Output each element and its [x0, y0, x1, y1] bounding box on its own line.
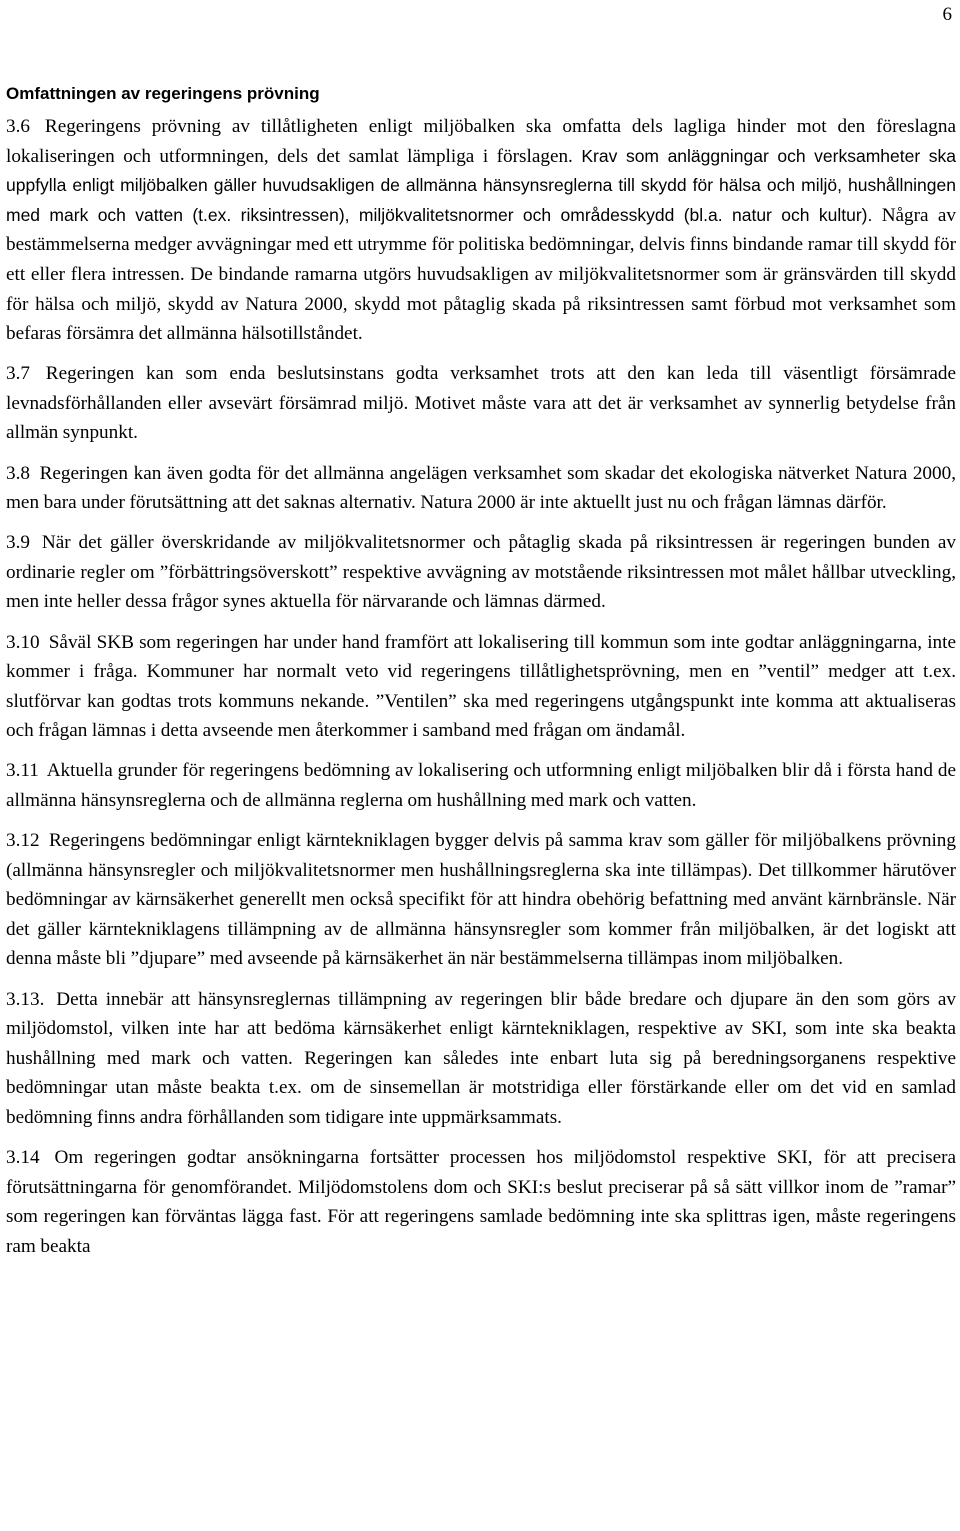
paragraph-text: Aktuella grunder för regeringens bedömning av lokalisering och utformning enligt miljöbalken blir då i första hand de allmänna hänsynsreglerna och de allmänna reglerna om hushållning med mark och vatten. [6, 760, 956, 811]
paragraph-text: Såväl SKB som regeringen har under hand framfört att lokalisering till kommun som inte godtar anläggningarna, inte kommer i fråga. Kommuner har normalt veto vid regeringens tillåtlighetsprövning, men en ”ventil” medger att t.ex. slutförvar kan godtas trots kommuns nekande. ”Ventilen” ska med regeringens utgångspunkt inte komma att aktualiseras och frågan lämnas i detta avseende men återkommer i samband med frågan om ändamål. [6, 631, 956, 742]
section-heading: Omfattningen av regeringens prövning [6, 84, 320, 103]
paragraph-number: 3.6 [6, 116, 30, 137]
paragraph-text-tail: Några av bestämmelserna medger avvägningar med ett utrymme för politiska bedömningar, delvis finns bindande ramar till skydd för ett eller flera intressen. De bindande ramarna utgörs huvudsakligen av miljökvalitetsnormer som är gränsvärden till skydd för hälsa och miljö, skydd av Natura 2000, skydd mot påtaglig skada på riksintressen samt förbud mot verksamhet som befaras försämra det allmänna hälsotillståndet. [6, 204, 956, 345]
paragraph-3-14 [6, 1143, 956, 1261]
paragraph-3-9 [6, 528, 956, 617]
page-number: 6 [942, 4, 952, 25]
paragraph-number: 3.9 [6, 532, 30, 554]
paragraph-text: Regeringen kan som enda beslutsinstans godta verksamhet trots att den kan leda till väsentligt försämrade levnadsförhållanden eller avsevärt försämrad miljö. Motivet måste vara att det är verksamhet av synnerlig betydelse från allmän synpunkt. [6, 363, 956, 444]
paragraph-3-12 [6, 826, 956, 974]
paragraph-3-8 [6, 459, 956, 518]
document-body [6, 82, 956, 1272]
paragraph-number: 3.13. [6, 988, 45, 1010]
paragraph-text-sans: Krav som anläggningar och verksamheter ska uppfylla enligt miljöbalken gäller huvudsakligen de allmänna hänsynsreglerna till skydd för hälsa och miljö, hushållningen med mark och vatten (t.ex. riksintressen), miljökvalitetsnormer och områdesskydd (bl.a. natur och kultur). [6, 145, 956, 225]
paragraph-3-11 [6, 756, 956, 815]
paragraph-text: Regeringens prövning av tillåtligheten enligt miljöbalken ska omfatta dels lagliga hinder mot den föreslagna lokaliseringen och utformningen, dels det samlat lämpliga i förslagen. [6, 116, 956, 167]
paragraph-number: 3.12 [6, 830, 40, 852]
paragraph-text: Regeringen kan även godta för det allmänna angelägen verksamhet som skadar det ekologiska nätverket Natura 2000, men bara under förutsättning att det saknas alternativ. Natura 2000 är inte aktuellt just nu och frågan lämnas därför. [6, 462, 956, 514]
paragraph-3-7 [6, 359, 956, 448]
paragraph-text: Regeringens bedömningar enligt kärntekniklagen bygger delvis på samma krav som gäller för miljöbalkens prövning (allmänna hänsynsregler och miljökvalitetsnormer men hushållningsreglerna ska inte tillämpas). Det tillkommer härutöver bedömningar av kärnsäkerhet generellt men också specifikt för att hindra obehörig befattning med använt kärnbränsle. När det gäller kärntekniklagens tillämpning av de allmänna hänsynsregler som kommer från miljöbalken, är det logiskt att denna måste bli ”djupare” med avseende på kärnsäkerhet än när bestämmelserna tillämpas inom miljöbalken. [6, 830, 956, 970]
paragraph-3-10 [6, 628, 956, 746]
paragraph-number: 3.8 [6, 462, 30, 484]
paragraph-number: 3.11 [6, 760, 39, 782]
paragraph-text: När det gäller överskridande av miljökvalitetsnormer och påtaglig skada på riksintressen är regeringen bunden av ordinarie regler om ”förbättringsöverskott” respektive avvägning av motstående riksintressen mot målet hållbar utveckling, men inte heller dessa frågor synes aktuella för närvarande och lämnas därmed. [6, 532, 956, 613]
paragraph-text: Om regeringen godtar ansökningarna fortsätter processen hos miljödomstol respektive SKI, för att precisera förutsättningarna för genomförandet. Miljödomstolens dom och SKI:s beslut preciserar på så sätt villkor inom de ”ramar” som regeringen kan förväntas lägga fast. För att regeringens samlade bedömning inte ska splittras igen, måste regeringens ram beakta [6, 1147, 956, 1257]
paragraph-number: 3.10 [6, 631, 40, 653]
paragraph-number: 3.14 [6, 1147, 40, 1168]
paragraph-3-13 [6, 985, 956, 1133]
paragraph-text: Detta innebär att hänsynsreglernas tillämpning av regeringen blir både bredare och djupare än den som görs av miljödomstol, vilken inte har att bedöma kärnsäkerhet enligt kärntekniklagen, respektive av SKI, som inte ska beakta hushållning med mark och vatten. Regeringen kan således inte enbart luta sig på beredningsorganens respektive bedömningar utan måste beakta t.ex. om de sinsemellan är motstridiga eller förstärkande eller om det vid en samlad bedömning finns andra förhållanden som tidigare inte uppmärksammats. [6, 988, 956, 1128]
paragraph-3-6 [6, 112, 956, 349]
paragraph-number: 3.7 [6, 363, 30, 385]
